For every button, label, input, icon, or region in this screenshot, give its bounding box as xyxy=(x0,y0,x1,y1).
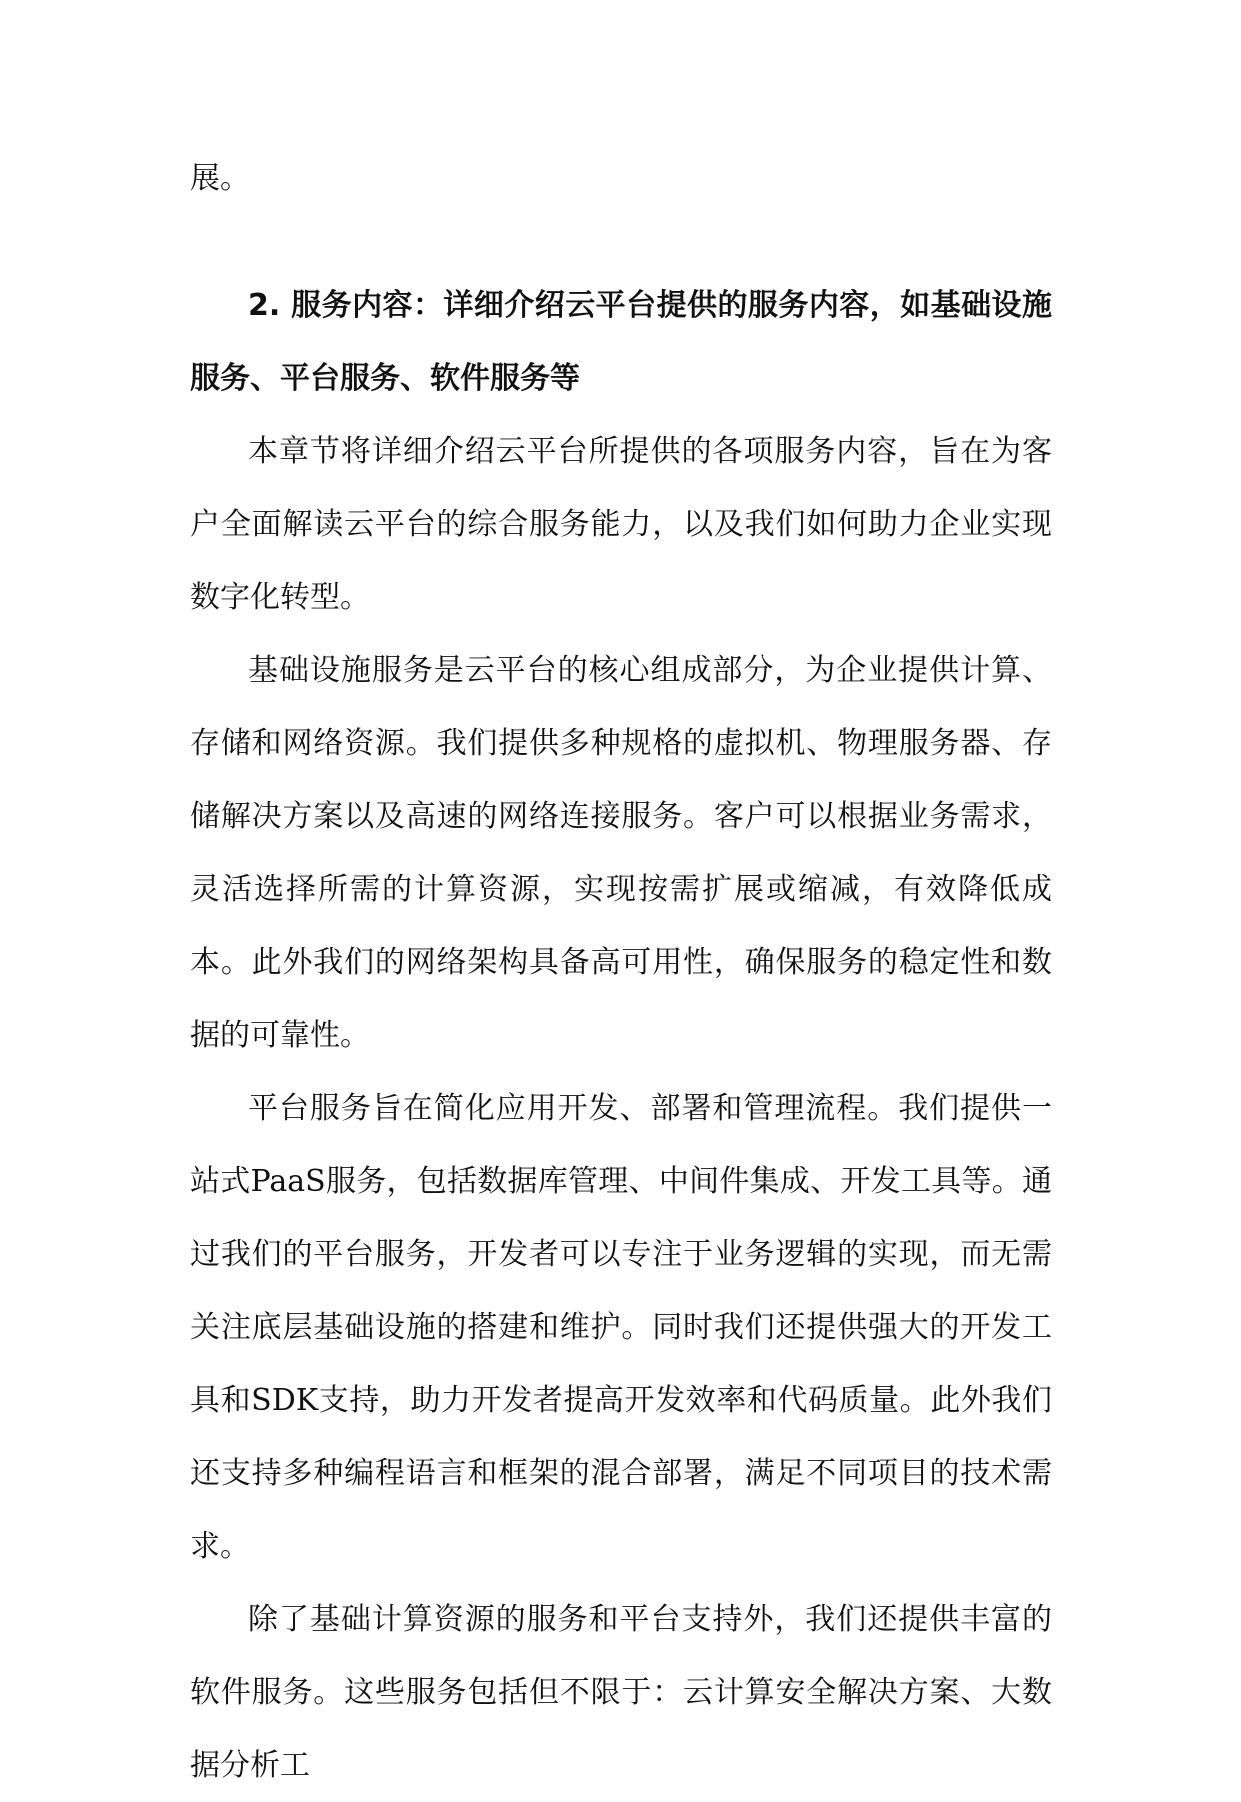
section-heading: 2. 服务内容：详细介绍云平台提供的服务内容，如基础设施服务、平台服务、软件服务等 xyxy=(190,288,1052,396)
paragraph-intro: 本章节将详细介绍云平台所提供的各项服务内容，旨在为客户全面解读云平台的综合服务能力，以及我们如何助力企业实现数字化转型。 xyxy=(190,434,1052,615)
paragraph-infrastructure: 基础设施服务是云平台的核心组成部分，为企业提供计算、存储和网络资源。我们提供多种规格的虚拟机、物理服务器、存储解决方案以及高速的网络连接服务。客户可以根据业务需求，灵活选择所需的计算资源，实现按需扩展或缩减，有效降低成本。此外我们的网络架构具备高可用性，确保服务的稳定性和数据的可靠性。 xyxy=(190,653,1052,1053)
trailing-text: 展。 xyxy=(190,161,250,196)
paragraph-software: 除了基础计算资源的服务和平台支持外，我们还提供丰富的软件服务。这些服务包括但不限于：云计算安全解决方案、大数据分析工 xyxy=(190,1602,1052,1783)
paragraph-platform: 平台服务旨在简化应用开发、部署和管理流程。我们提供一站式PaaS服务，包括数据库管理、中间件集成、开发工具等。通过我们的平台服务，开发者可以专注于业务逻辑的实现，而无需关注底层基础设施的搭建和维护。同时我们还提供强大的开发工具和SDK支持，助力开发者提高开发效率和代码质量。此外我们还支持多种编程语言和框架的混合部署，满足不同项目的技术需求。 xyxy=(190,1091,1052,1564)
document-body xyxy=(190,142,1052,1802)
